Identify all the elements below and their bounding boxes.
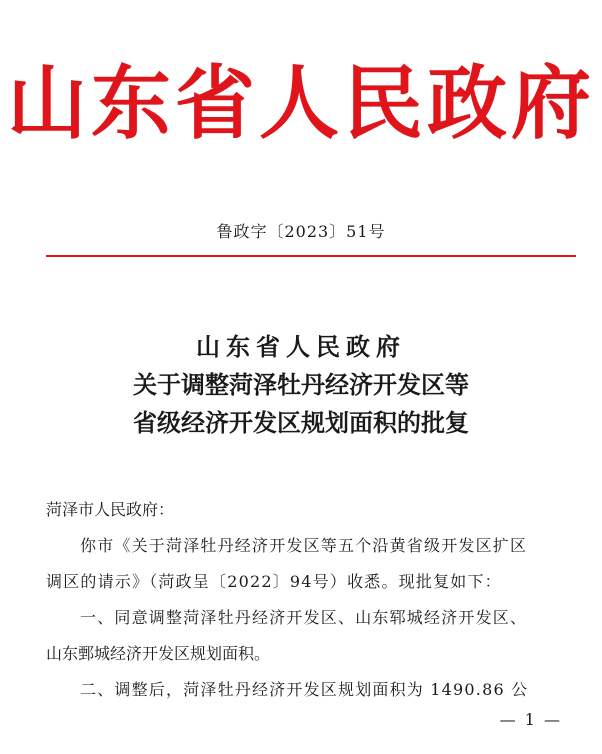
title-line-1: 山东省人民政府 — [196, 332, 406, 361]
paragraph-3-line-1: 二、调整后，菏泽牡丹经济开发区规划面积为 1490.86 公 — [80, 680, 529, 699]
masthead-title: 山东省人民政府 — [7, 56, 595, 150]
document-body — [46, 492, 576, 708]
title-line-2: 关于调整菏泽牡丹经济开发区等 — [133, 370, 469, 399]
paragraph-2-line-2: 山东鄄城经济开发区规划面积。 — [46, 644, 271, 663]
document-number: 鲁政字〔2023〕51号 — [216, 222, 386, 241]
document-title — [0, 328, 602, 442]
page-number: — 1 — — [499, 710, 562, 729]
paragraph-1-line-2: 调区的请示》（菏政呈〔2022〕94号）收悉。现批复如下： — [46, 572, 502, 591]
paragraph-1-line-1: 你市《关于菏泽牡丹经济开发区等五个沿黄省级开发区扩区 — [80, 536, 528, 555]
red-divider — [46, 255, 576, 257]
salutation: 菏泽市人民政府： — [46, 500, 175, 519]
paragraph-2-line-1: 一、同意调整菏泽牡丹经济开发区、山东郓城经济开发区、 — [80, 608, 528, 627]
title-line-3: 省级经济开发区规划面积的批复 — [133, 408, 469, 437]
